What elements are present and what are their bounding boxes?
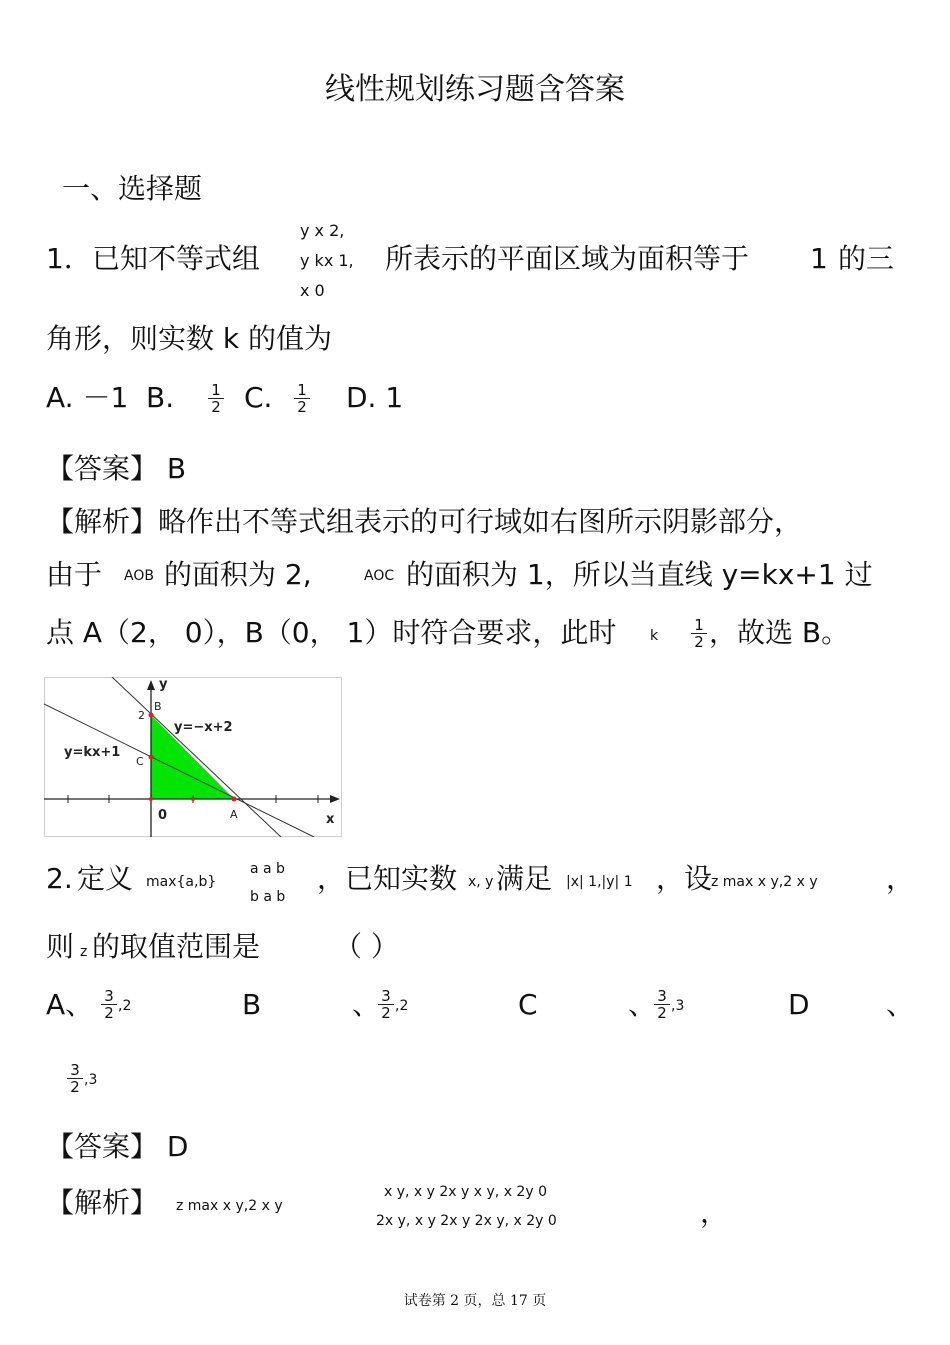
x-tick-1-marker [191, 797, 195, 801]
constraint-condition: |x| 1,|y| 1 [566, 874, 633, 890]
fraction-denominator: 2 [657, 1004, 667, 1022]
fraction-numerator: 3 [654, 988, 670, 1005]
piecewise-end: ， [700, 1196, 729, 1229]
q1-tail2: 的三 [838, 242, 895, 275]
q1-line2: 角形，则实数 k 的值为 [46, 322, 333, 355]
q2-line2b: 的取值范围是 [92, 930, 261, 963]
triangle-aob-label: AOB [124, 568, 154, 584]
section-heading: 一、选择题 [62, 172, 203, 205]
q1-option-b: B. [146, 381, 175, 414]
y-tick-2-label: 2 [138, 709, 145, 722]
fraction-numerator: 1 [691, 617, 707, 634]
q2-option-c: C [518, 988, 538, 1021]
q1-analysis-2c: 的面积为 1，所以当直线 y=kx+1 过 [406, 558, 873, 591]
max-cases-top: a a b [250, 861, 285, 877]
y-axis-label: y [159, 677, 168, 692]
page-footer: 试卷第 2 页，总 17 页 [403, 1293, 547, 1309]
q1-analysis-line-1: 【解析】略作出不等式组表示的可行域如右图所示阴影部分， [46, 505, 803, 538]
line-1-label: y=−x+2 [174, 720, 233, 735]
q1-k-fraction [691, 617, 707, 650]
q1-lead: 已知不等式组 [92, 242, 261, 275]
point-b-label: B [154, 700, 162, 713]
q2-option-c-fraction [654, 988, 670, 1021]
q1-option-c: C. [244, 381, 273, 414]
fraction-denominator: 2 [694, 633, 704, 651]
q1-answer: 【答案】 B [46, 452, 187, 485]
q1-analysis-2b: 的面积为 2, [164, 558, 312, 591]
q2-option-b-separator: 、 [352, 988, 381, 1021]
fraction-numerator: 1 [208, 382, 224, 399]
point-b-marker [149, 713, 154, 718]
q1-system-line-2: y kx 1, [300, 251, 354, 270]
q1-number: 1． [46, 242, 92, 275]
q2-option-a: A、 [46, 988, 94, 1021]
q2-option-c-rest: ,3 [671, 998, 685, 1014]
fraction-numerator: 3 [67, 1062, 83, 1079]
q1-option-c-fraction [294, 382, 310, 415]
q2-mid2: 满足 [496, 862, 553, 895]
q1-analysis-3b: ，故选 B。 [709, 616, 850, 649]
q2-option-b: B [242, 988, 262, 1021]
q1-analysis-2a: 由于 [46, 558, 103, 591]
fraction-denominator: 2 [70, 1078, 80, 1096]
fraction-denominator: 2 [297, 398, 307, 416]
line-2-label: y=kx+1 [64, 745, 121, 760]
q2-option-d-separator: 、 [886, 988, 915, 1021]
k-symbol: k [650, 628, 659, 644]
q2-option-d-rest: ,3 [84, 1072, 98, 1088]
max-cases-bottom: b a b [250, 889, 286, 905]
q2-lead: 定义 [77, 862, 134, 895]
fraction-numerator: 3 [378, 988, 394, 1005]
q2-number: 2. [46, 862, 73, 895]
q2-option-d: D [788, 988, 810, 1021]
q2-mid3: ，设 [656, 862, 713, 895]
origin-label: 0 [158, 808, 168, 823]
q1-tail: 所表示的平面区域为面积等于 [385, 242, 750, 275]
piecewise-top: x y, x y 2x y x y, x 2y 0 [384, 1184, 547, 1200]
q2-line2a: 则 [46, 930, 75, 963]
q2-option-a-rest: ,2 [118, 998, 132, 1014]
q2-comma: ， [886, 862, 915, 895]
q1-option-a: A. －1 [46, 381, 129, 414]
q1-option-b-fraction [208, 382, 224, 415]
page-title: 线性规划练习题含答案 [325, 72, 625, 107]
origin-marker [149, 797, 153, 801]
fraction-numerator: 3 [101, 988, 117, 1005]
triangle-aoc-label: AOC [364, 568, 395, 584]
fraction-denominator: 2 [104, 1004, 114, 1022]
q2-answer: 【答案】 D [46, 1130, 189, 1163]
piecewise-bottom: 2x y, x y 2x y 2x y, x 2y 0 [376, 1213, 557, 1229]
fraction-numerator: 1 [294, 382, 310, 399]
q2-option-b-rest: ,2 [395, 998, 409, 1014]
q2-analysis-label: 【解析】 [46, 1186, 159, 1219]
q1-option-d: D. 1 [346, 381, 404, 414]
q2-option-c-separator: 、 [628, 988, 657, 1021]
x-axis-label: x [326, 812, 335, 827]
point-a-marker [232, 797, 237, 802]
q2-option-d-fraction [67, 1062, 83, 1095]
q1-analysis-3a: 点 A（2， 0），B（0， 1）时符合要求，此时 [46, 616, 617, 649]
q1-area-value: 1 [810, 242, 828, 275]
q2-answer-paren: （ ） [334, 930, 399, 963]
q2-mid: ，已知实数 [317, 862, 458, 895]
point-a-label: A [230, 808, 238, 821]
q2-analysis-z: z max x y,2 x y [176, 1198, 283, 1214]
q2-option-a-fraction [101, 988, 117, 1021]
q2-option-b-fraction [378, 988, 394, 1021]
fraction-denominator: 2 [211, 398, 221, 416]
q1-system-line-3: x 0 [300, 281, 325, 300]
point-c-label: C [136, 755, 144, 768]
z-definition: z max x y,2 x y [711, 874, 818, 890]
q1-system-line-1: y x 2, [300, 221, 345, 240]
point-c-marker [149, 755, 154, 760]
feasible-region-graph [44, 677, 342, 837]
xy-variables: x, y [468, 874, 494, 890]
z-symbol: z [80, 944, 88, 960]
fraction-denominator: 2 [381, 1004, 391, 1022]
max-definition: max{a,b} [146, 874, 217, 890]
